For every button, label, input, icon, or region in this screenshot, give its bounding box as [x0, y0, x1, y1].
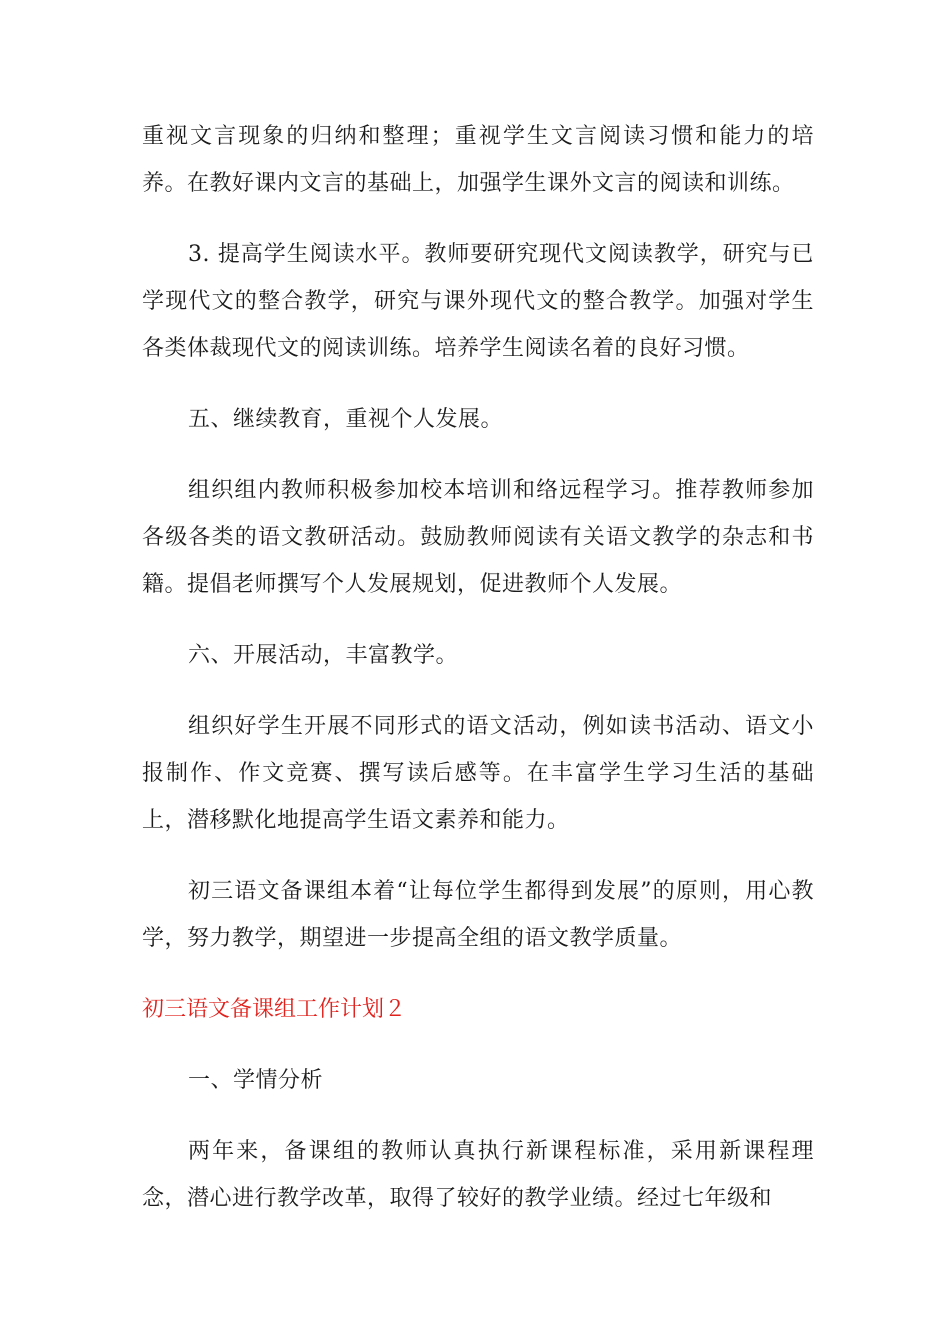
- paragraph-heading-five: 五、继续教育，重视个人发展。: [188, 407, 504, 432]
- paragraph-classical-chinese: 重视文言现象的归纳和整理；重视学生文言阅读习惯和能力的培养。在教好课内文言的基础上，加强学生课外文言的阅读和训练。: [142, 124, 814, 196]
- paragraph-student-analysis: 两年来，备课组的教师认真执行新课程标准，采用新课程理念，潜心进行教学改革，取得了较好的教学业绩。经过七年级和: [142, 1139, 814, 1211]
- paragraph-continuing-education: 组织组内教师积极参加校本培训和络远程学习。推荐教师参加各级各类的语文教研活动。鼓励教师阅读有关语文教学的杂志和书籍。提倡老师撰写个人发展规划，促进教师个人发展。: [142, 478, 814, 597]
- paragraph-reading-level: 3. 提高学生阅读水平。教师要研究现代文阅读教学，研究与已学现代文的整合教学，研究与课外现代文的整合教学。加强对学生各类体裁现代文的阅读训练。培养学生阅读名着的良好习惯。: [142, 242, 814, 361]
- paragraph-conclusion: 初三语文备课组本着“让每位学生都得到发展”的原则，用心教学，努力教学，期望进一步提高全组的语文教学质量。: [142, 879, 814, 951]
- section-title: 初三语文备课组工作计划２: [142, 997, 407, 1022]
- paragraph-heading-one: 一、学情分析: [188, 1068, 324, 1093]
- paragraph-heading-six: 六、开展活动，丰富教学。: [188, 643, 459, 668]
- paragraph-activities: 组织好学生开展不同形式的语文活动，例如读书活动、语文小报制作、作文竞赛、撰写读后感等。在丰富学生学习生活的基础上，潜移默化地提高学生语文素养和能力。: [142, 714, 814, 833]
